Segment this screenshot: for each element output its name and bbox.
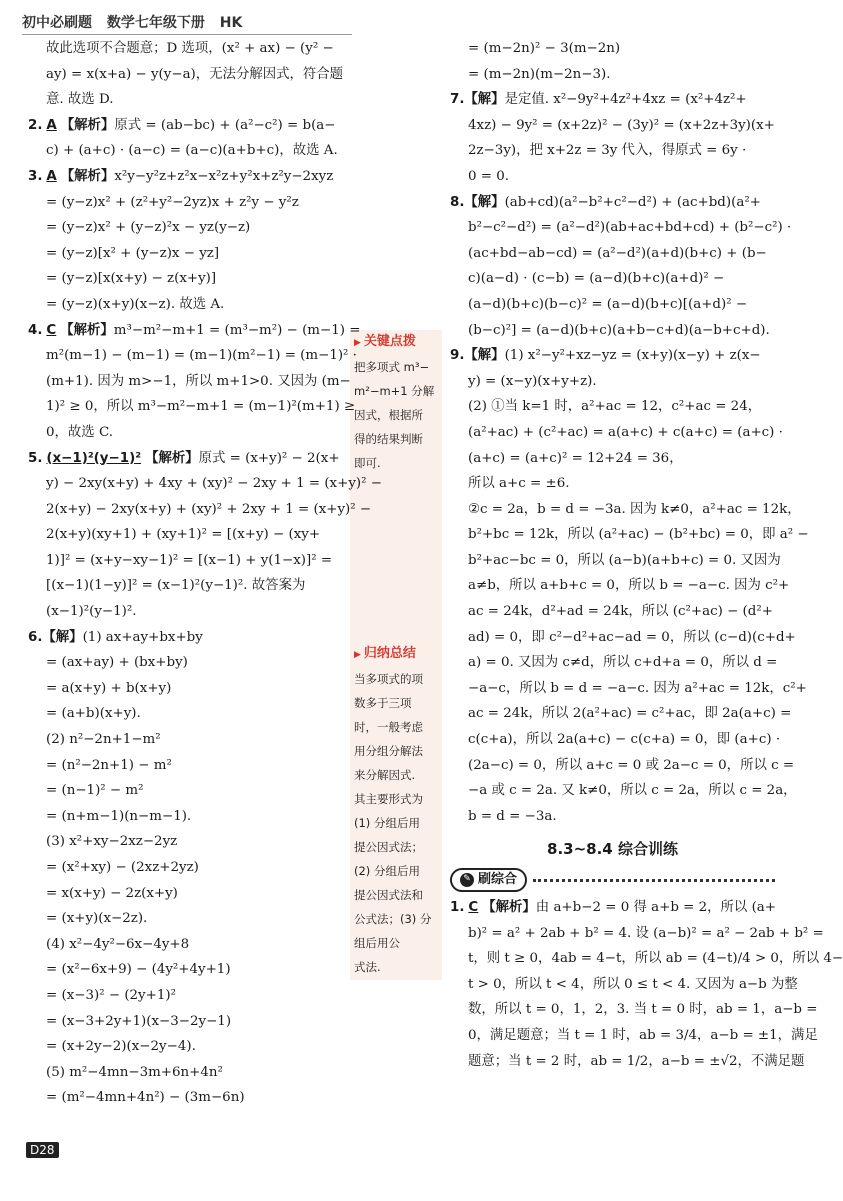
answer-choice: A xyxy=(46,168,57,184)
solution-tag: 【解析】 xyxy=(60,322,114,338)
solution-item xyxy=(450,343,775,369)
item-number: 1. xyxy=(450,900,465,915)
solution-line: (3) x²+xy−2xz−2yz xyxy=(46,834,178,850)
page-header xyxy=(22,12,352,35)
solution-line: = (n+m−1)(n−m−1). xyxy=(46,808,192,824)
solution-line: y) − 2xy(x+y) + 4xy + (xy)² − 2xy + 1 = (x+y)² − xyxy=(46,476,382,492)
right-column-main xyxy=(450,36,809,829)
item-number: 6. xyxy=(28,629,43,645)
solution-tag: 【解】 xyxy=(464,348,505,364)
sidebar-note-line: 把多项式 m³− xyxy=(354,360,430,374)
solution-line: (2a−c) = 0，所以 a+c = 0 或 2a−c = 0，所以 c = xyxy=(468,757,795,773)
solution-text: 是定值. x²−9y²+4z²+4xz = (x²+4z²+ xyxy=(504,92,747,108)
practice-banner xyxy=(450,867,775,893)
right-column xyxy=(450,36,843,1074)
solution-line: = (y−z)[x(x+y) − z(x+y)] xyxy=(46,271,217,287)
solution-line: ac = 24k，d²+ad = 24k，所以 (c²+ac) − (d²+ xyxy=(468,604,773,620)
right-column-tail xyxy=(450,895,843,1074)
solution-line: = (n−1)² − m² xyxy=(46,783,144,799)
brand-title: 初中必刷题 xyxy=(22,15,92,31)
solution-text: (1) x²−y²+xz−yz = (x+y)(x−y) + z(x− xyxy=(504,348,761,364)
sidebar-note-line: 提公因式法和 xyxy=(354,888,423,902)
solution-tag: 【解】 xyxy=(464,194,505,210)
solution-line: = x(x+y) − 2z(x+y) xyxy=(46,885,178,901)
solution-line: b²+bc = 12k，所以 (a²+ac) − (b²+bc) = 0，即 a² − xyxy=(468,527,809,543)
solution-line: 2z−3y)，把 x+2z = 3y 代入，得原式 = 6y · xyxy=(468,143,747,159)
solution-line: (x−1)²(y−1)². xyxy=(46,604,137,620)
solution-line: = (m−2n)(m−2n−3). xyxy=(468,66,611,82)
solution-line: = (x+y)(x−2z). xyxy=(46,911,148,927)
solution-item xyxy=(28,164,348,190)
solution-line: b = d = −3a. xyxy=(468,808,557,824)
sidebar-note-line: 当多项式的项 xyxy=(354,672,423,686)
solution-line: 0 = 0. xyxy=(468,168,510,184)
solution-line: c)(a−d) · (c−b) = (a−d)(b+c)(a+d)² − xyxy=(468,271,725,287)
page-number: D28 xyxy=(26,1142,59,1158)
subject-title: 数学七年级下册 xyxy=(106,15,205,31)
item-number: 4. xyxy=(28,322,43,338)
solution-line: 1)² ≥ 0，所以 m³−m²−m+1 = (m−1)²(m+1) ≥ xyxy=(46,399,356,415)
solution-tag: 【解】 xyxy=(464,92,505,108)
solution-line: = (y−z)x² + (z²+y²−2yz)x + z²y − y²z xyxy=(46,194,299,210)
solution-text: 原式 = (x+y)² − 2(x+ xyxy=(198,450,340,466)
solution-line: −a 或 c = 2a. 又 k≠0，所以 c = 2a，所以 c = 2a， xyxy=(468,783,797,799)
solution-item xyxy=(28,625,348,651)
sidebar-note-line: (1) 分组后用 xyxy=(354,816,420,830)
sidebar-note-summary xyxy=(354,642,442,979)
solution-line: (4) x²−4y²−6x−4y+8 xyxy=(46,936,190,952)
sidebar-note-title: ▶ 关键点拨 xyxy=(354,330,442,355)
solution-line: = (ax+ay) + (bx+by) xyxy=(46,655,188,671)
practice-badge xyxy=(450,868,527,892)
banner-dotted-rule xyxy=(533,879,775,882)
solution-line: = (m−2n)² − 3(m−2n) xyxy=(468,41,621,56)
sidebar-note-line: 时，一般考虑 xyxy=(354,720,423,734)
sidebar-note-line: 公式法；(3) 分 xyxy=(354,912,432,926)
solution-line: = (x−3+2y+1)(x−3−2y−1) xyxy=(46,1013,232,1029)
solution-line: ②c = 2a，b = d = −3a. 因为 k≠0，a²+ac = 12k， xyxy=(468,501,801,517)
solution-line: 数，所以 t = 0，1，2，3. 当 t = 0 时，ab = 1，a−b = xyxy=(468,1002,818,1018)
solution-line: 4xz) − 9y² = (x+2z)² − (3y)² = (x+2z+3y)(x+ xyxy=(468,117,775,133)
solution-line: ac = 24k，所以 2(a²+ac) = c²+ac，即 2a(a+c) = xyxy=(468,706,792,722)
sidebar-note-line: 来分解因式. xyxy=(354,768,416,782)
solution-line: (a²+ac) + (c²+ac) = a(a+c) + c(a+c) = (a+c) · xyxy=(468,424,783,440)
sidebar-note-line: 用分组分解法 xyxy=(354,744,423,758)
solution-line: t，则 t ≥ 0，4ab = 4−t，所以 ab = (4−t)/4 > 0，所以 4− xyxy=(468,951,843,967)
solution-text: (1) ax+ay+bx+by xyxy=(82,629,203,645)
solution-line: 题意；当 t = 2 时，ab = 1/2，a−b = ±√2，不满足题 xyxy=(468,1053,805,1069)
sidebar-note-line: 其主要形式为 xyxy=(354,792,423,806)
solution-line: b²+ac−bc = 0，所以 (a−b)(a+b+c) = 0. 又因为 xyxy=(468,552,781,568)
solution-line: = (a+b)(x+y). xyxy=(46,706,141,722)
solution-line: = (m²−4mn+4n²) − (3m−6n) xyxy=(46,1090,245,1106)
solution-line: = (x−3)² − (2y+1)² xyxy=(46,987,176,1003)
solution-line: 1)]² = (x+y−xy−1)² = [(x−1) + y(1−x)]² = xyxy=(46,552,333,568)
solution-line: b)² = a² + 2ab + b² = 4. 设 (a−b)² = a² − 2ab + b² = xyxy=(468,925,824,941)
sidebar-note-line: (2) 分组后用 xyxy=(354,864,420,878)
sidebar-note-line: 数多于三项 xyxy=(354,696,412,710)
sidebar-note-key-points xyxy=(354,330,442,475)
solution-line: (2) n²−2n+1−m² xyxy=(46,732,161,748)
solution-line: y) = (x−y)(x+y+z). xyxy=(468,373,597,389)
solution-line: ay) = x(x+a) − y(y−a)，无法分解因式，符合题 xyxy=(46,66,344,82)
solution-item xyxy=(450,87,775,113)
practice-badge-label: 刷综合 xyxy=(478,872,518,888)
solution-text: (ab+cd)(a²−b²+c²−d²) + (ac+bd)(a²+ xyxy=(504,194,761,210)
solution-line: 意. 故选 D. xyxy=(46,92,114,108)
sidebar-note-line: 得的结果判断 xyxy=(354,432,423,446)
solution-line: = (x²+xy) − (2xz+2yz) xyxy=(46,860,199,875)
solution-line: (a+c) = (a+c)² = 12+24 = 36， xyxy=(468,450,683,466)
solution-line: a≠b，所以 a+b+c = 0，所以 b = −a−c. 因为 c²+ xyxy=(468,578,790,594)
item-number: 8. xyxy=(450,194,465,210)
sidebar-note-line: 式法. xyxy=(354,960,381,974)
answer-choice: (x−1)²(y−1)² xyxy=(46,450,142,466)
sidebar-note-line: 组后用公 xyxy=(354,936,400,950)
solution-text: m³−m²−m+1 = (m³−m²) − (m−1) = xyxy=(113,322,361,338)
item-number: 9. xyxy=(450,348,465,364)
solution-item xyxy=(28,113,348,139)
solution-line: 0，满足题意；当 t = 1 时，ab = 3/4，a−b = ±1，满足 xyxy=(468,1027,818,1043)
item-number: 3. xyxy=(28,168,43,184)
answer-choice: C xyxy=(468,900,479,915)
answer-choice: A xyxy=(46,117,57,133)
solution-line: c(c+a)，所以 2a(a+c) − c(c+a) = 0，即 (a+c) · xyxy=(468,732,781,748)
solution-tag: 【解析】 xyxy=(482,900,536,915)
solution-line: t > 0，所以 t < 4，所以 0 ≤ t < 4. 又因为 a−b 为整 xyxy=(468,976,798,992)
section-title: 8.3~8.4 综合训练 xyxy=(547,840,678,859)
solution-text: x²y−y²z+z²x−x²z+y²x+z²y−2xyz xyxy=(114,168,334,184)
solution-line: = (x²−6x+9) − (4y²+4y+1) xyxy=(46,962,231,978)
solution-tag: 【解析】 xyxy=(60,117,115,133)
solution-line: = (y−z)(x+y)(x−z). 故选 A. xyxy=(46,296,225,312)
solution-line: m²(m−1) − (m−1) = (m−1)(m²−1) = (m−1)² · xyxy=(46,348,357,364)
solution-line: = (n²−2n+1) − m² xyxy=(46,757,172,773)
solution-line: c) + (a+c) · (a−c) = (a−c)(a+b+c)，故选 A. xyxy=(46,143,338,159)
sidebar-note-line: 因式，根据所 xyxy=(354,408,423,422)
solution-tag: 【解析】 xyxy=(145,450,199,466)
pencil-icon: ✎ xyxy=(460,873,474,887)
sidebar-note-line: 即可. xyxy=(354,456,381,470)
solution-line: −a−c，所以 b = d = −a−c. 因为 a²+ac = 12k，c²+ xyxy=(468,680,807,696)
item-number: 7. xyxy=(450,92,465,108)
item-number: 5. xyxy=(28,450,43,466)
solution-line: (5) m²−4mn−3m+6n+4n² xyxy=(46,1064,223,1080)
solution-line: 0，故选 C. xyxy=(46,424,113,440)
answer-choice: C xyxy=(46,322,57,338)
solution-line: = (x+2y−2)(x−2y−4). xyxy=(46,1039,196,1055)
solution-item xyxy=(450,895,775,921)
solution-item xyxy=(28,318,361,344)
solution-line: b²−c²−d²) = (a²−d²)(ab+ac+bd+cd) + (b²−c²) · xyxy=(468,220,792,236)
sidebar-note-title: ▶ 归纳总结 xyxy=(354,642,442,667)
solution-tag: 【解】 xyxy=(42,629,83,645)
solution-tag: 【解析】 xyxy=(60,168,115,184)
solution-line: ad) = 0，即 c²−d²+ac−ad = 0，所以 (c−d)(c+d+ xyxy=(468,629,796,645)
solution-line: = (y−z)x² + (y−z)²x − yz(y−z) xyxy=(46,220,251,236)
edition-label: HK xyxy=(219,15,243,31)
solution-text: 由 a+b−2 = 0 得 a+b = 2，所以 (a+ xyxy=(535,900,776,915)
solution-line: (a−d)(b+c)(b−c)² = (a−d)(b+c)[(a+d)² − xyxy=(468,296,748,312)
solution-line: 所以 a+c = ±6. xyxy=(468,476,570,492)
solution-item xyxy=(450,190,775,216)
solution-item xyxy=(28,446,348,472)
solution-line: (b−c)²] = (a−d)(b+c)(a+b−c+d)(a−b+c+d). xyxy=(468,322,770,338)
solution-line: = a(x+y) + b(x+y) xyxy=(46,680,172,696)
solution-line: (2) ①当 k=1 时，a²+ac = 12，c²+ac = 24， xyxy=(468,399,762,415)
solution-line: (ac+bd−ab−cd) = (a²−d²)(a+d)(b+c) + (b− xyxy=(468,245,767,261)
solution-line: (m+1). 因为 m>−1，所以 m+1>0. 又因为 (m− xyxy=(46,373,351,389)
solution-line: = (y−z)[x² + (y−z)x − yz] xyxy=(46,245,220,261)
solution-line: [(x−1)(1−y)]² = (x−1)²(y−1)². 故答案为 xyxy=(46,578,306,594)
item-number: 2. xyxy=(28,117,43,133)
sidebar-note-line: 提公因式法； xyxy=(354,840,423,854)
solution-line: 故此选项不合题意；D 选项，(x² + ax) − (y² − xyxy=(46,41,334,56)
solution-line: 2(x+y) − 2xy(x+y) + (xy)² + 2xy + 1 = (x+y)² − xyxy=(46,501,372,517)
solution-text: 原式 = (ab−bc) + (a²−c²) = b(a− xyxy=(114,117,336,133)
sidebar-note-line: m²−m+1 分解 xyxy=(354,384,435,398)
solution-line: 2(x+y)(xy+1) + (xy+1)² = [(x+y) − (xy+ xyxy=(46,527,321,543)
solution-line: a) = 0. 又因为 c≠d，所以 c+d+a = 0，所以 d = xyxy=(468,655,778,671)
